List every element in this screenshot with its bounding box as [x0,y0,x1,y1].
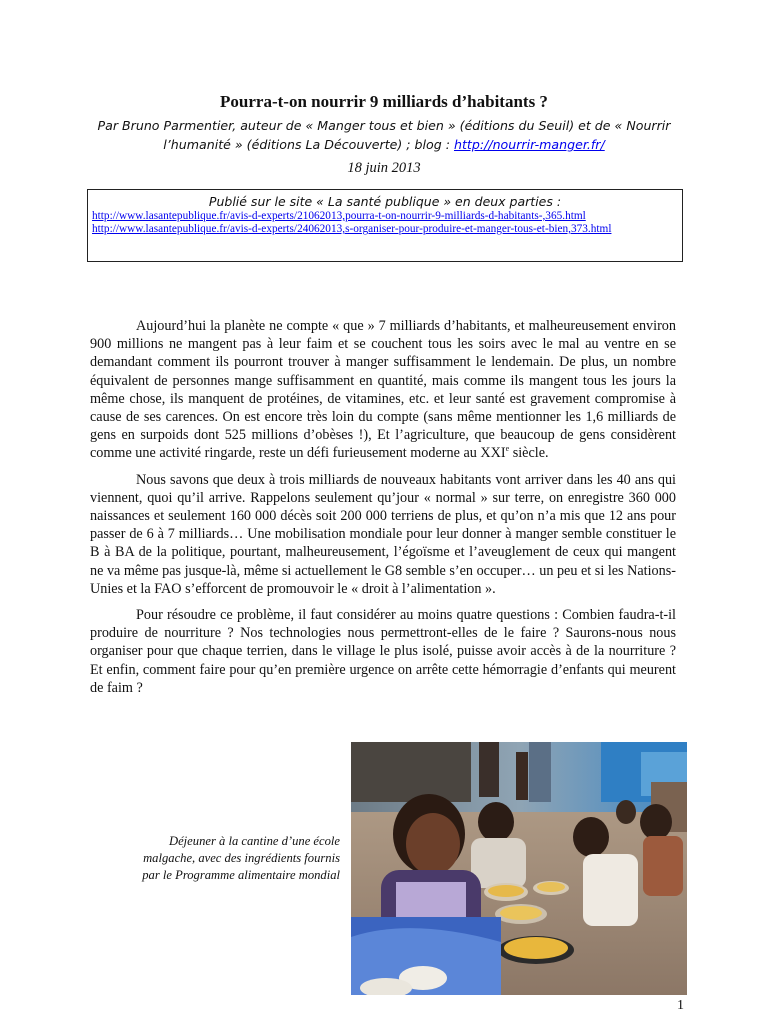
paragraph-3: Pour résoudre ce problème, il faut considérer au moins quatre questions : Combien faudra-t-il produire de nourriture ? Nos technologies nous permettront-elles de le faire ? Saurons-nous nous organiser pour que chaque terrien, dans le village le plus isolé, puisse avoir accès à de la nourriture ? Et enfin, comment faire pour qu’en première urgence on arrête cette hémorragie d’enfants qui meurent de faim ? [90,607,676,696]
page-number: 1 [677,998,684,1013]
publication-link-part-1[interactable]: http://www.lasantepublique.fr/avis-d-experts/21062013,pourra-t-on-nourrir-9-milliards-d-habitants-,365.html [92,210,586,222]
article-body [90,317,676,705]
author-text: Par Bruno Parmentier, auteur de « Manger tous et bien » (éditions du Seuil) et de « Nourrir l’humanité » (éditions La Découverte) ; blog : [97,118,671,152]
photo-caption: Déjeuner à la cantine d’une école malgache, avec des ingrédients fournis par le Programme alimentaire mondial [142,834,340,882]
document-date: 18 juin 2013 [347,160,421,176]
publication-link-part-2[interactable]: http://www.lasantepublique.fr/avis-d-experts/24062013,s-organiser-pour-produire-et-manger-tous-et-bien,373.html [92,223,612,235]
document-title: Pourra-t-on nourrir 9 milliards d’habitants ? [220,92,548,111]
paragraph-1-text: Aujourd’hui la planète ne compte « que » 7 milliards d’habitants, et malheureusement environ 900 millions ne mangent pas à leur faim et se couchent tous les soirs avec le mal au ventre en se demandant comment ils pourront trouver à manger suffisamment le lendemain. De plus, un nombre équivalent de personnes mange suffisamment en quantité, mais comme ils mangent tous les jours la même chose, ils manquent de protéines, de vitamines, etc. et leur santé est gravement compromise à cause de ses carences. On est encore très loin du compte (sans même mentionner les 1,6 milliards de gens en surpoids dont 525 millions d’obèses !), Et l’agriculture, que beaucoup de gens considèrent comme une activité ringarde, reste un défi furieusement moderne au XXI [90,318,676,462]
paragraph-1-end: siècle. [509,445,549,462]
paragraph-1 [90,317,676,463]
author-line [90,116,678,154]
century-superscript: e [505,444,510,454]
blog-link[interactable]: http://nourrir-manger.fr/ [453,137,605,152]
children-eating-photo [351,742,687,995]
paragraph-2: Nous savons que deux à trois milliards de nouveaux habitants vont arriver dans les 40 ans qui viennent, quoi qu’il arrive. Rappelons seulement qu’jour « normal » sur terre, on enregistre 360 000 naissances et seulement 160 000 décès soit 200 000 terriens de plus, et qu’on n’a mis que 12 ans pour passer de 6 à 7 milliards… Une mobilisation mondiale pour leur donner à manger semble constituer le B à BA de la politique, pourtant, malheureusement, l’égoïsme et l’aveuglement de ceux qui mangent ne va même pas jusque-là, même si actuellement le G8 semble s’en occuper… un peu et si les Nations-Unies et la FAO s’efforcent de promouvoir le « droit à l’alimentation ». [90,471,676,597]
publication-heading: Publié sur le site « La santé publique » en deux parties : [208,194,562,209]
publication-box [87,189,683,262]
